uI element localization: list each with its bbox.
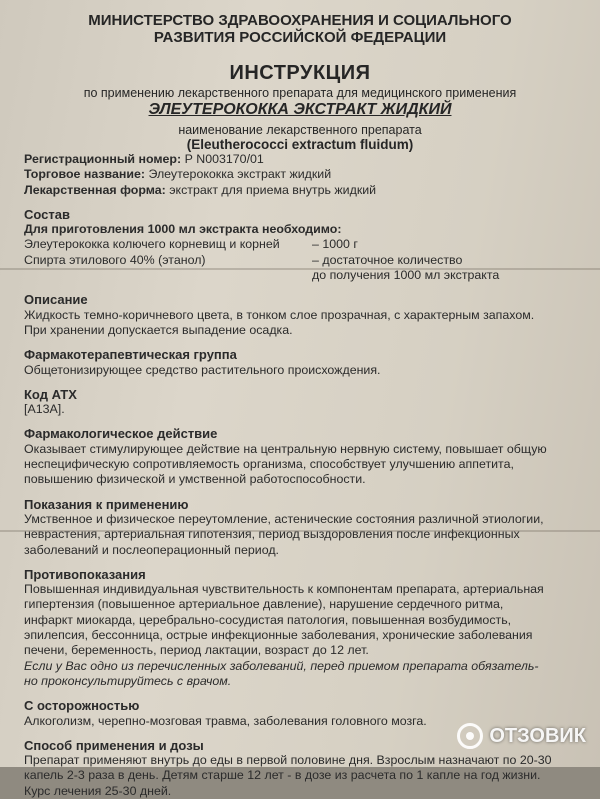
instruction-body (24, 152, 584, 799)
composition-item-cont (24, 268, 584, 283)
description-title: Описание (24, 292, 88, 308)
ministry-heading: МИНИСТЕРСТВО ЗДРАВООХРАНЕНИЯ И СОЦИАЛЬНОГО РАЗВИТИЯ РОССИЙСКОЙ ФЕДЕРАЦИИ (88, 12, 512, 46)
pharm-action-line: Оказывает стимулирующее действие на центральную нервную систему, повышает общую (24, 441, 547, 456)
contraindications-line: эпилепсия, бессонница, острые инфекционные заболевания, хронические заболевания (24, 628, 533, 643)
pharm-group-title: Фармакотерапевтическая группа (24, 347, 237, 363)
caution-text: Алкоголизм, черепно-мозговая травма, заболевания головного мозга. (24, 713, 427, 728)
pharm-action-line: повышению физической и умственной работоспособности. (24, 472, 366, 487)
contraindications-warning: но проконсультируйтесь с врачом. (24, 673, 232, 688)
composition-item-value: – 1000 г (312, 237, 358, 252)
indications-line: неврастения, артериальная гипотензия, период выздоровления после инфекционных (24, 527, 520, 542)
registration-label: Регистрационный номер: (24, 152, 182, 166)
latin-name: (Eleutherococci extractum fluidum) (186, 137, 414, 152)
caution-title: С осторожностью (24, 698, 140, 714)
composition-item-value: – достаточное количество (312, 252, 463, 267)
contraindications-title: Противопоказания (24, 566, 146, 582)
contraindications-line: печени, беременность, период лактации, возраст до 12 лет. (24, 643, 369, 658)
drug-name: ЭЛЕУТЕРОКОККА ЭКСТРАКТ ЖИДКИЙ (148, 101, 452, 118)
dosage-title: Способ применения и дозы (24, 737, 204, 753)
pharm-action-line: неспецифическую сопротивляемость организма, способствует улучшению аппетита, (24, 457, 514, 472)
contraindications-line: Повышенная индивидуальная чувствительность к компонентам препарата, артериальная (24, 582, 544, 597)
composition-item (24, 253, 584, 268)
composition-item (24, 237, 584, 252)
registration-row (24, 152, 584, 167)
dosage-form-value: экстракт для приема внутрь жидкий (169, 182, 377, 197)
description-line: Жидкость темно-коричневого цвета, в тонком слое прозрачная, с характерным запахом. (24, 307, 535, 322)
composition-item-name: Спирта этилового 40% (этанол) (24, 252, 206, 267)
otzovik-watermark (457, 723, 586, 749)
trade-name-value: Элеутерококка экстракт жидкий (148, 167, 332, 182)
indications-title: Показания к применению (24, 496, 189, 512)
dosage-line: капель 2-3 раза в день. Детям старше 12 лет - в дозе из расчета по 1 капле на год жизни. (24, 768, 541, 783)
composition-item-name: Элеутерококка колючего корневищ и корней (24, 237, 280, 252)
drug-name-caption: наименование лекарственного препарата (178, 123, 422, 137)
registration-value: Р N003170/01 (184, 152, 264, 166)
pharm-action-title: Фармакологическое действие (24, 426, 218, 442)
indications-line: Умственное и физическое переутомление, астенические состояния различной этиологии, (24, 511, 544, 526)
contraindications-line: инфаркт миокарда, церебрально-сосудистая патология, повышенная возбудимость, (24, 612, 512, 627)
document-title: ИНСТРУКЦИЯ (229, 62, 371, 84)
composition-title: Состав (24, 206, 70, 222)
pharm-group-text: Общетонизирующее средство растительного происхождения. (24, 362, 381, 377)
atc-title: Код АТХ (24, 386, 77, 402)
description-line: При хранении допускается выпадение осадка. (24, 322, 293, 337)
dosage-form-row (24, 183, 584, 198)
dosage-line: Курс лечения 25-30 дней. (24, 783, 172, 798)
composition-item-value-cont: до получения 1000 мл экстракта (312, 268, 500, 283)
trade-name-label: Торговое название: (24, 167, 145, 182)
document-purpose: по применению лекарственного препарата для медицинского применения (83, 86, 517, 100)
atc-text: [А13А]. (24, 402, 65, 417)
trade-name-row (24, 167, 584, 182)
dosage-line: Препарат применяют внутрь до еды в первой половине дня. Взрослым назначают по 20-30 (24, 753, 552, 768)
dosage-form-label: Лекарственная форма: (24, 182, 166, 197)
contraindications-warning: Если у Вас одно из перечисленных заболеваний, перед приемом препарата обязатель- (24, 658, 539, 673)
watermark-text: ОТЗОВИК (489, 724, 586, 747)
contraindications-line: гипертензия (повышенное артериальное давление), нарушение сердечного ритма, (24, 597, 504, 612)
indications-line: заболеваний и послеоперационный период. (24, 542, 279, 557)
otzovik-logo-icon (457, 723, 483, 749)
composition-subtitle: Для приготовления 1000 мл экстракта необходимо: (24, 222, 342, 237)
